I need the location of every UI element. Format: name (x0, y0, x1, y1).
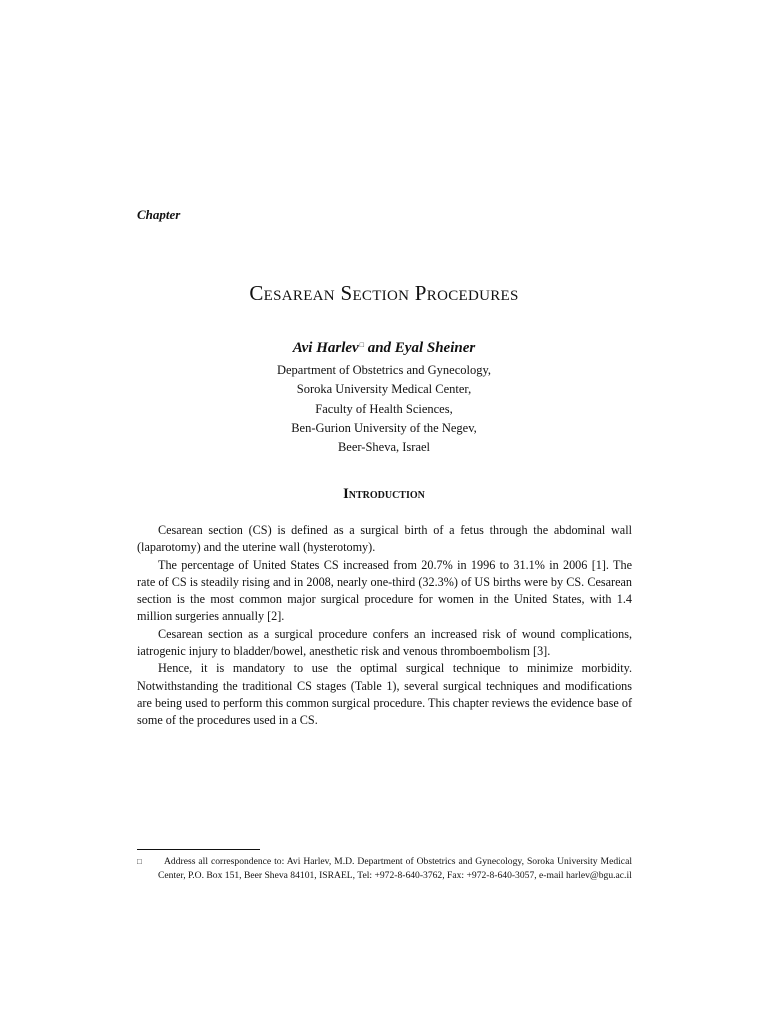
affiliation-line: Ben-Gurion University of the Negev, (291, 420, 477, 435)
affiliation-line: Department of Obstetrics and Gynecology, (276, 363, 492, 377)
footnote-text: Address all correspondence to: Avi Harlev, M.D. Department of Obstetrics and Gynecology, Soroka University Medical Center, P.O. Box 151, Beer Sheva 84101, ISRAEL, Tel: +972-8-640-3762, Fax: +972-8-640-3057, e-mail harlev@bgu.ac.il (158, 856, 632, 881)
chapter-label: Chapter (137, 207, 181, 222)
footnote-marker: □ (137, 857, 142, 866)
section-heading: Introduction (343, 486, 425, 502)
body-text (137, 522, 632, 730)
author-rest: and Eyal Sheiner (363, 340, 476, 356)
affiliation-line: Soroka University Medical Center, (296, 382, 472, 397)
affiliation-line: Beer-Sheva, Israel (337, 440, 431, 455)
author-footnote-marker: □ (359, 341, 364, 349)
footnote (137, 855, 632, 883)
author-first: Avi Harlev (292, 340, 359, 356)
affiliation-block (0, 361, 768, 457)
paragraph: Hence, it is mandatory to use the optimal surgical technique to minimize morbidity. Notwithstanding the traditional CS stages (Table 1), several surgical techniques and modifications are being used to perform this common surgical procedure. This chapter reviews the evidence base of some of the procedures used in a CS. (137, 661, 632, 728)
paragraph: The percentage of United States CS increased from 20.7% in 1996 to 31.1% in 2006 [1]. The rate of CS is steadily rising and in 2008, nearly one-third (32.3%) of US births were by CS. Cesarean section is the most common major surgical procedure for women in the United States, with 1.4 million surgeries annually [2]. (137, 557, 632, 624)
paragraph: Cesarean section (CS) is defined as a surgical birth of a fetus through the abdominal wall (laparotomy) and the uterine wall (hysterotomy). (137, 523, 632, 555)
affiliation-line: Faculty of Health Sciences, (315, 401, 453, 416)
footnote-divider (137, 849, 260, 850)
author-line (0, 340, 768, 357)
paragraph: Cesarean section as a surgical procedure confers an increased risk of wound complications, iatrogenic injury to bladder/bowel, anesthetic risk and venous thromboembolism [3]. (137, 626, 632, 659)
chapter-title: Cesarean Section Procedures (249, 281, 519, 305)
